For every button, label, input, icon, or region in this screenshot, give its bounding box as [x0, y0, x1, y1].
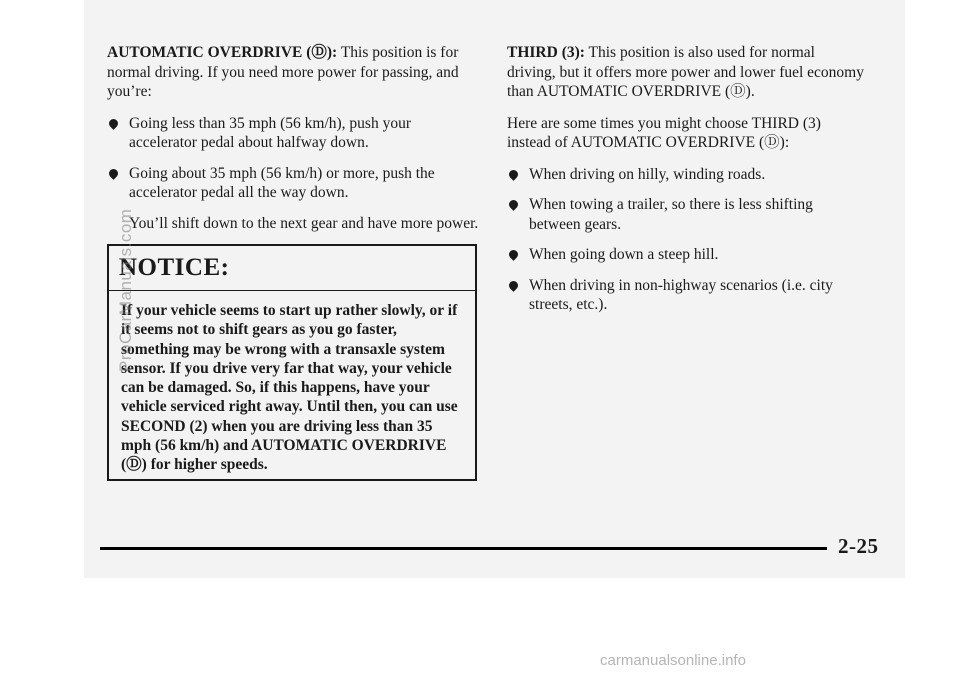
third-paragraph — [507, 43, 867, 102]
shift-down-note: You’ll shift down to the next gear and have more power. — [129, 214, 479, 232]
third-lead-text: Here are some times you might choose THIRD (3) instead of AUTOMATIC OVERDRIVE (Ⓓ): — [507, 114, 821, 151]
list-item — [507, 165, 867, 185]
left-column — [107, 43, 482, 233]
footer-rule — [100, 547, 827, 550]
bullet-icon — [507, 279, 520, 292]
bullet-icon — [507, 168, 520, 181]
list-item-text: When driving on hilly, winding roads. — [529, 165, 766, 183]
third-description: This position is also used for normal driving, but it offers more power and lower fuel economy than AUTOMATIC OVERDRIVE (Ⓓ). — [507, 44, 864, 100]
list-item — [107, 114, 482, 153]
bullet-icon — [507, 198, 520, 211]
list-item-text: When going down a steep hill. — [529, 246, 719, 263]
side-watermark: ProCarManuals.com — [116, 208, 135, 372]
bullet-icon — [107, 167, 120, 180]
list-item — [507, 245, 867, 265]
footer-watermark: carmanualsonline.info — [600, 652, 746, 669]
list-item-text: Going less than 35 mph (56 km/h), push your accelerator pedal about halfway down. — [129, 114, 411, 151]
notice-box — [107, 244, 477, 481]
list-item — [507, 195, 867, 234]
bullet-icon — [107, 117, 120, 130]
list-item-text: Going about 35 mph (56 km/h) or more, push the accelerator pedal all the way down. — [129, 164, 435, 201]
overdrive-paragraph — [107, 43, 482, 102]
third-runin-heading: THIRD (3): — [507, 44, 585, 61]
overdrive-description: This position is for normal driving. If you need more power for passing, and you’re: — [107, 44, 459, 100]
list-item-text: When driving in non-highway scenarios (i.e. city streets, etc.). — [529, 276, 833, 313]
list-item — [507, 276, 867, 315]
list-item — [107, 164, 482, 203]
list-item-text: When towing a trailer, so there is less shifting between gears. — [529, 196, 813, 233]
right-column — [507, 43, 867, 326]
notice-heading: NOTICE: — [109, 246, 475, 291]
notice-body: If your vehicle seems to start up rather slowly, or if it seems not to shift gears as you go faster, something may be wrong with a transaxle system sensor. If you drive very far that way, your vehicle can be damaged. So, if this happens, have your vehicle serviced right away. Until then, you can use SECOND (2) when you are driving less than 35 mph (56 km/h) and AUTOMATIC OVERDRIVE (Ⓓ) for higher speeds. — [121, 302, 458, 474]
page-number: 2-25 — [838, 534, 879, 558]
bullet-icon — [507, 248, 520, 261]
overdrive-runin-heading: AUTOMATIC OVERDRIVE (Ⓓ): — [107, 44, 338, 61]
